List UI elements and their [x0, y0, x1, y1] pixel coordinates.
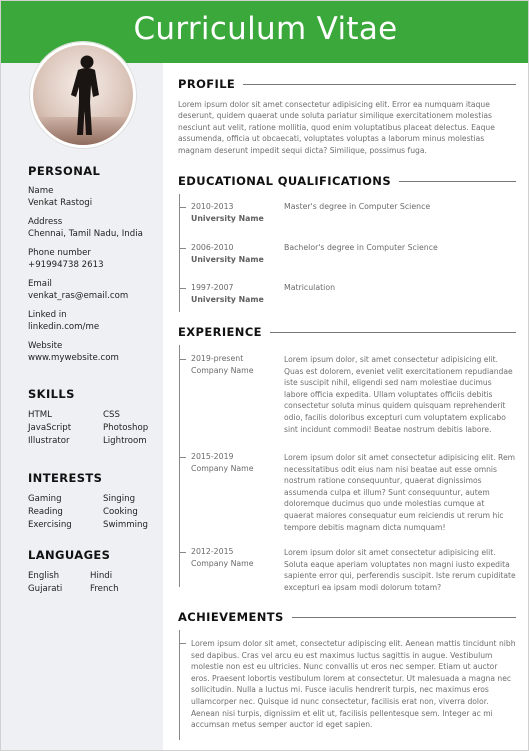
edu-date: 2010-2013 [191, 202, 234, 211]
edu-place: University Name [191, 255, 264, 264]
language-item: English [28, 571, 60, 581]
field-value: Chennai, Tamil Nadu, India [28, 229, 143, 239]
interests-list [28, 494, 173, 530]
heading-rule [270, 332, 516, 333]
exp-description: Lorem ipsum dolor sit amet consectetur adipisicing elit. Soluta eaque aperiam voluptates non magni iusto expedita sapiente error qui, perferendis suscipit. Iste rerum cupiditate excepturi ea ipsam modi dolorum totam? [284, 548, 516, 592]
field-email [28, 279, 158, 310]
timeline-tick [180, 643, 186, 644]
edu-date: 1997-2007 [191, 283, 234, 292]
field-label: Linked in [28, 310, 67, 320]
skill-item: Photoshop [103, 423, 149, 433]
personal-heading: PERSONAL [28, 164, 101, 178]
skill-item: HTML [28, 410, 52, 420]
skill-item: Illustrator [28, 436, 70, 446]
experience-heading [178, 325, 516, 339]
experience-heading-text: EXPERIENCE [178, 325, 262, 339]
field-label: Name [28, 186, 54, 196]
field-website [28, 341, 158, 372]
interests-section [28, 471, 173, 530]
exp-company: Company Name [191, 366, 254, 375]
language-item: Gujarati [28, 584, 63, 594]
education-section [178, 174, 516, 188]
experience-timeline [179, 345, 180, 587]
skills-section [28, 387, 173, 446]
field-linkedin [28, 310, 158, 341]
personal-fields [28, 186, 158, 372]
field-label: Address [28, 217, 63, 227]
edu-place: University Name [191, 214, 264, 223]
education-entry [191, 202, 516, 223]
achievements-entry [191, 638, 516, 731]
timeline-tick [180, 552, 186, 553]
skill-item: Lightroom [103, 436, 147, 446]
profile-photo [30, 42, 136, 148]
interest-item: Cooking [103, 507, 138, 517]
linkedin-link[interactable]: linkedin.com/me [28, 322, 100, 332]
field-value: +91994738 2613 [28, 260, 104, 270]
achievements-text: Lorem ipsum dolor sit amet, consectetur adipiscing elit. Aenean mattis tincidunt nibh sed dapibus. Cras vel arcu eu est maximus luctus sagittis in augue. Vestibulum molestie non est eu ultricies. Nunc convallis ut eros nec semper. Etiam ut auctor eros. Praesent lobortis vestibulum lorem at consectetur. Ut malesuada a magna nec sollicitudin. Nulla a luctus mi. Fusce iaculis hendrerit turpis, nec maximus eros ullamcorper nec. Quisque id nunc consectetur, facilisis erat non, viverra dolor. Aenean nisi turpis, dignissim et elit ut, facilisis pellentesque sem. Integer ac mi accumsan metus semper auctor id eget sapien. [191, 639, 516, 730]
exp-date: 2012-2015 [191, 547, 234, 556]
experience-section [178, 325, 516, 339]
languages-heading: LANGUAGES [28, 548, 111, 562]
exp-description: Lorem ipsum dolor, sit amet consectetur adipisicing elit. Quas est dolorem, eveniet velit exercitationem repudiandae iste suscipit nihil, eligendi sed nam molestiae ducimus labore officia expedita. Ullam voluptates officiis debitis consectetur soluta minus quidem quisquam reprehenderit odio, facilis doloribus excepturi cum voluptatem explicabo sint incidunt commodi! Beatae nostrum debitis labore. [284, 355, 513, 434]
profile-heading-text: PROFILE [178, 77, 236, 91]
timeline-tick [180, 359, 186, 360]
achievements-heading [178, 610, 516, 624]
interest-item: Gaming [28, 494, 62, 504]
heading-rule [292, 617, 516, 618]
person-silhouette-icon [33, 45, 133, 145]
exp-company: Company Name [191, 559, 254, 568]
timeline-tick [180, 248, 186, 249]
achievements-heading-text: ACHIEVEMENTS [178, 610, 284, 624]
exp-date: 2019-present [191, 354, 244, 363]
experience-entry [191, 354, 516, 434]
experience-entry [191, 547, 516, 592]
interest-item: Swimming [103, 520, 148, 530]
skills-list [28, 410, 173, 446]
field-address [28, 217, 158, 248]
language-item: French [90, 584, 119, 594]
profile-section [178, 77, 516, 156]
experience-entry [191, 452, 516, 532]
website-link[interactable]: www.mywebsite.com [28, 353, 119, 363]
heading-rule [243, 84, 516, 85]
achievements-section [178, 610, 516, 624]
education-timeline [179, 194, 180, 312]
email-link[interactable]: venkat_ras@email.com [28, 291, 129, 301]
timeline-tick [180, 207, 186, 208]
languages-list [28, 571, 160, 594]
exp-description: Lorem ipsum dolor sit amet consectetur adipisicing elit. Rem necessitatibus odit eius nam nisi beatae aut esse omnis nostrum ratione consequuntur, quaerat dignissimos assumenda culpa et illum? Sunt consequuntur, autem doloremque ducimus quo unde molestias cumque at quaerat maiores consequatur eum reiciendis ut rerum hic tempore debitis magnam dicta numquam! [284, 453, 516, 532]
field-label: Phone number [28, 248, 91, 258]
education-entry [191, 283, 516, 304]
skill-item: CSS [103, 410, 120, 420]
interest-item: Reading [28, 507, 63, 517]
exp-date: 2015-2019 [191, 452, 234, 461]
exp-company: Company Name [191, 464, 254, 473]
languages-section [28, 548, 160, 594]
education-heading [178, 174, 516, 188]
field-name [28, 186, 158, 217]
field-value: Venkat Rastogi [28, 198, 93, 208]
personal-section [28, 164, 100, 178]
edu-degree: Matriculation [284, 283, 336, 292]
education-heading-text: EDUCATIONAL QUALIFICATIONS [178, 174, 391, 188]
language-item: Hindi [90, 571, 113, 581]
edu-degree: Master's degree in Computer Science [284, 202, 431, 211]
field-label: Website [28, 341, 63, 351]
interest-item: Exercising [28, 520, 72, 530]
profile-heading [178, 77, 516, 91]
skill-item: JavaScript [28, 423, 72, 433]
field-phone [28, 248, 158, 279]
edu-place: University Name [191, 295, 264, 304]
heading-rule [399, 181, 516, 182]
interests-heading: INTERESTS [28, 471, 103, 485]
timeline-tick [180, 288, 186, 289]
timeline-tick [180, 457, 186, 458]
interest-item: Singing [103, 494, 136, 504]
field-label: Email [28, 279, 52, 289]
profile-text: Lorem ipsum dolor sit amet consectetur adipisicing elit. Error ea numquam itaque deserunt, quidem quaerat unde soluta pariatur similique exercitationem molestias nesciunt aut velit, ratione mollitia, quod enim voluptatibus placeat delectus. Eaque assumenda, officia ut obcaecati, voluptates voluptas a laborum minus molestias magnam deserunt impedit sequi dicta? Similique, possimus fuga. [178, 100, 495, 155]
page-title: Curriculum Vitae [133, 11, 398, 47]
skills-heading: SKILLS [28, 387, 75, 401]
edu-date: 2006-2010 [191, 243, 234, 252]
edu-degree: Bachelor's degree in Computer Science [284, 243, 438, 252]
education-entry [191, 243, 516, 264]
achievements-timeline [179, 630, 180, 740]
